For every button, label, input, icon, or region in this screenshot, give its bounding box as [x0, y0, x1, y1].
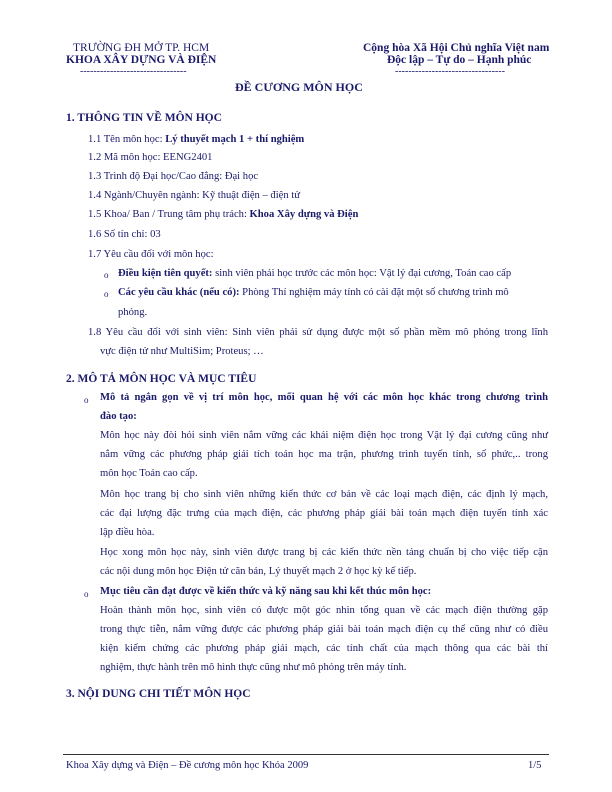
other-requirements-cont: phỏng.: [118, 307, 148, 318]
para-2-line2: các đại lượng đặc trưng của mạch điện, các phương pháp giải bài toán mạch điện tuyến tính xác: [100, 508, 548, 519]
bullet-circle-icon: o: [104, 270, 109, 280]
left-header-rule: --------------------------------: [80, 66, 187, 77]
item-1-5-label: 1.5 Khoa/ Ban / Trung tâm phụ trách:: [88, 209, 250, 220]
para-4-line4: nghiệm, thực hành trên mô hình thực cũng như mô phỏng trên máy tính.: [100, 662, 407, 673]
prerequisite-text: sinh viên phải học trước các môn học: Vật lý đại cương, Toán cao cấp: [212, 268, 512, 279]
page-number: 1/5: [528, 760, 542, 771]
item-1-1-value: Lý thuyết mạch 1 + thí nghiệm: [165, 134, 305, 145]
section-3-heading: 3. NỘI DUNG CHI TIẾT MÔN HỌC: [66, 688, 251, 700]
national-title: Cộng hòa Xã Hội Chủ nghĩa Việt nam: [363, 42, 550, 54]
item-1-8-line1: 1.8 Yêu cầu đối với sinh viên: Sinh viên phải sử dụng được một số phần mềm mô phỏng trong lĩnh: [88, 327, 548, 338]
question-2: Mục tiêu cần đạt được về kiến thức và kỹ năng sau khi kết thúc môn học:: [100, 586, 432, 597]
section-2-heading: 2. MÔ TẢ MÔN HỌC VÀ MỤC TIÊU: [66, 373, 257, 385]
other-requirements-item: [118, 287, 548, 298]
item-1-3: 1.3 Trình độ Đại học/Cao đẳng: Đại học: [88, 171, 259, 182]
item-1-5: [88, 209, 358, 220]
para-3-line2: các nội dung môn học Điện tử căn bản, Lý thuyết mạch 2 ở học kỳ kế tiếp.: [100, 566, 417, 577]
faculty-name: KHOA XÂY DỰNG VÀ ĐIỆN: [66, 54, 217, 66]
para-2-line3: lập điều hòa.: [100, 527, 155, 538]
item-1-1-label: 1.1 Tên môn học:: [88, 134, 166, 145]
prerequisite-item: [118, 268, 511, 279]
page-title: ĐỀ CƯƠNG MÔN HỌC: [235, 80, 363, 94]
item-1-7: 1.7 Yêu cầu đối với môn học:: [88, 249, 214, 260]
para-3-line1: Học xong môn học này, sinh viên được trang bị các kiến thức nền tảng chuẩn bị cho việc tiếp cận: [100, 547, 548, 558]
footer-text: Khoa Xây dựng và Điện – Đề cương môn học Khóa 2009: [66, 760, 309, 771]
right-header-rule: ---------------------------------: [395, 66, 505, 77]
item-1-1: [88, 134, 304, 145]
para-4-line1: Hoàn thành môn học, sinh viên có được một góc nhìn tổng quan về các mạch điện thường gặp: [100, 605, 548, 616]
para-1-line3: môn học Toán cao cấp.: [100, 468, 198, 479]
item-1-5-value: Khoa Xây dựng và Điện: [249, 209, 359, 220]
school-name: TRƯỜNG ĐH MỞ TP. HCM: [73, 42, 210, 54]
para-4-line2: trong thực tiễn, nắm vững được các phương pháp giải bài toán mạch điện cụ thể cũng như có điều: [100, 624, 548, 635]
section-1-heading: 1. THÔNG TIN VỀ MÔN HỌC: [66, 112, 222, 124]
para-1-line1: Môn học này đòi hỏi sinh viên nắm vững các khái niệm điện học trong Vật lý đại cương cũng như: [100, 430, 548, 441]
other-requirements-text: Phòng Thí nghiệm máy tính có cài đặt một số chương trình mô: [239, 287, 509, 298]
para-1-line2: nắm vững các phương pháp giải tích toán học ma trận, phương trình tuyến tính, số phức,.. trong: [100, 449, 548, 460]
item-1-8-line2: vực điện tử như MultiSim; Proteus; …: [100, 346, 264, 357]
item-1-2: 1.2 Mã môn học: EENG2401: [88, 152, 213, 163]
para-2-line1: Môn học trang bị cho sinh viên những kiến thức cơ bản về các loại mạch điện, các định lý mạch,: [100, 489, 548, 500]
item-1-6: 1.6 Số tín chỉ: 03: [88, 229, 161, 240]
para-4-line3: kiện kiểm chứng các phương pháp giải mạch, các tính chất của mạch thông qua các bài thí: [100, 643, 548, 654]
prerequisite-label: Điều kiện tiên quyết:: [118, 268, 213, 279]
bullet-circle-icon: o: [84, 589, 89, 599]
bullet-circle-icon: o: [84, 395, 89, 405]
bullet-circle-icon: o: [104, 289, 109, 299]
question-1-line1: Mô tả ngắn gọn về vị trí môn học, mối quan hệ với các môn học khác trong chương trình: [100, 392, 548, 403]
footer-divider: [63, 754, 549, 755]
national-motto: Độc lập – Tự do – Hạnh phúc: [387, 54, 532, 66]
question-1-line2: đào tạo:: [100, 411, 137, 422]
item-1-4: 1.4 Ngành/Chuyên ngành: Kỹ thuật điện – điện tử: [88, 190, 300, 201]
other-requirements-label: Các yêu cầu khác (nếu có):: [118, 287, 240, 298]
